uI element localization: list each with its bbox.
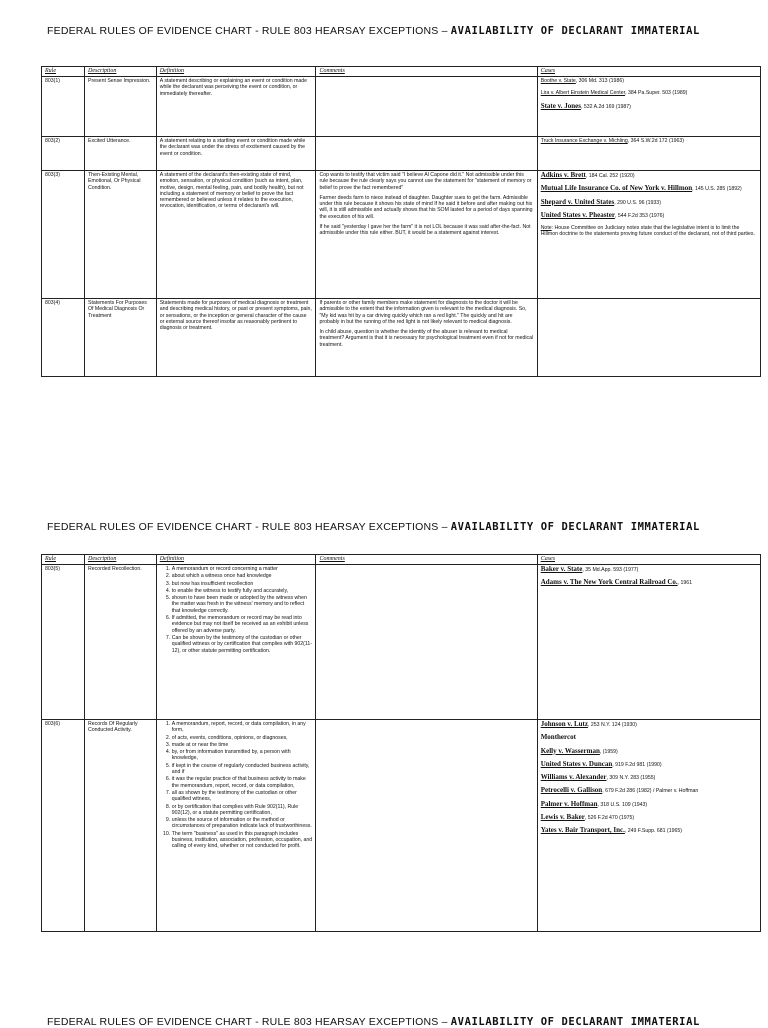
rule-cell: 803(6) bbox=[42, 720, 85, 932]
case-citation: Truck Insurance Exchange v. Michling, 364 S.W.2d 172 (1963) bbox=[540, 138, 684, 144]
case-citation: Baker v. State, 35 Md.App. 593 (1977) bbox=[540, 565, 639, 573]
hearsay-table-1 bbox=[41, 66, 761, 377]
chart-title-suffix: AVAILABILITY OF DECLARANT IMMATERIAL bbox=[450, 1016, 700, 1028]
cases-cell bbox=[537, 565, 760, 720]
description-cell: Records Of Regularly Conducted Activity. bbox=[85, 720, 157, 932]
definition-cell: A statement relating to a startling event or condition made while the declarant was under the stress of excitement caused by the event or condition. bbox=[156, 137, 316, 171]
table-row bbox=[42, 77, 761, 137]
cases-cell bbox=[537, 77, 760, 137]
definition-cell bbox=[156, 720, 316, 932]
chart-title-1 bbox=[47, 25, 700, 37]
col-description: Description bbox=[85, 555, 157, 565]
case-citation: Adkins v. Brett, 184 Cal. 252 (1920) bbox=[540, 171, 635, 179]
table-header-row bbox=[42, 555, 761, 565]
rule-cell: 803(3) bbox=[42, 171, 85, 299]
cases-cell bbox=[537, 171, 760, 299]
case-citation: Kelly v. Wasserman, (1959) bbox=[540, 746, 618, 755]
chart-title-prefix: FEDERAL RULES OF EVIDENCE CHART - RULE 803 HEARSAY EXCEPTIONS – bbox=[47, 1016, 451, 1028]
description-cell: Then-Existing Mental, Emotional, Or Physical Condition. bbox=[85, 171, 157, 299]
case-citation: United States v. Pheaster, 544 F.2d 353 (1976) bbox=[540, 210, 665, 219]
table-row bbox=[42, 565, 761, 720]
description-cell: Statements For Purposes Of Medical Diagnosis Or Treatment bbox=[85, 299, 157, 377]
case-citation: Lewis v. Baker, 526 F.2d 470 (1975) bbox=[540, 813, 635, 822]
table-row bbox=[42, 171, 761, 299]
definition-cell bbox=[156, 565, 316, 720]
hearsay-table-2 bbox=[41, 554, 761, 932]
case-citation: Palmer v. Hoffman, 318 U.S. 109 (1943) bbox=[540, 799, 648, 808]
case-citation: Adams v. The New York Central Railroad Co., 1961 bbox=[540, 578, 693, 587]
col-rule: Rule bbox=[42, 555, 85, 565]
case-citation: Yates v. Bair Transport, Inc., 249 F.Supp. 681 (1965) bbox=[540, 826, 682, 835]
case-note: Note: House Committee on Judiciary notes state that the legislative intent is to limit the Hillmon doctrine to the statements proving future conduct of the declarant, not of third parties. bbox=[540, 225, 755, 238]
chart-title-prefix: FEDERAL RULES OF EVIDENCE CHART - RULE 803 HEARSAY EXCEPTIONS – bbox=[47, 521, 451, 533]
comments-cell: If parents or other family members make statement for diagnosis to the doctor it will be admissible to the extent that the information given is relevant to the medical diagnosis. So, "My kid was hit by a car driving quickly which ran a red light." The quickly and hit are probably in but the running of the red light is not likely relevant to medical diagnosis. In child abuse, question is whether the identity of the abuser is relevant to medical treatment? Argument is that it is necessary for psychological treatment even if not for medical treatment. bbox=[316, 299, 537, 377]
case-citation: Lira v. Albert Einstein Medical Center, 384 Pa.Super. 503 (1989) bbox=[540, 90, 688, 97]
table-row bbox=[42, 720, 761, 932]
col-comments: Comments bbox=[316, 67, 537, 77]
comments-cell bbox=[316, 565, 537, 720]
case-citation: Williams v. Alexander, 309 N.Y. 283 (1955) bbox=[540, 773, 656, 782]
chart-title-suffix: AVAILABILITY OF DECLARANT IMMATERIAL bbox=[450, 521, 700, 533]
comments-cell: Cop wants to testify that victim said "I believe Al Capone did it." Not admissible under this rule because the rule clearly says you cannot use the statement for "statement of memory or belief to prove the fact remembered" Farmer deeds farm to niece instead of daughter. Daughter sues to get the farm. Admissible under this rule because it shows his state of mind If he said it before and after making out his will, it is still admissible and actually shows that his SOM lasted for a period of days spanning the execution of his will. If he said "yesterday I gave her the farm" it is not LOL because it was said after-the-fact. Not admissible under this rule either. BUT, it would be a statement against interest. bbox=[316, 171, 537, 299]
comments-cell bbox=[316, 720, 537, 932]
table-row bbox=[42, 299, 761, 377]
col-cases: Cases bbox=[537, 67, 760, 77]
chart-title-2 bbox=[47, 521, 700, 533]
rule-cell: 803(2) bbox=[42, 137, 85, 171]
comments-cell bbox=[316, 137, 537, 171]
rule-cell: 803(1) bbox=[42, 77, 85, 137]
definition-cell: A statement describing or explaining an event or condition made while the declarant was perceiving the event or condition, or immediately thereafter. bbox=[156, 77, 316, 137]
table-row bbox=[42, 137, 761, 171]
case-citation: State v. Jones, 532 A.2d 169 (1987) bbox=[540, 101, 631, 110]
definition-list: 1. A memorandum or record concerning a matter 2. about which a witness once had knowledge 3. but now has insufficient recollection 4. to enable the witness to testify fully and accurately, 5. shown to have been made or adopted by the witness when the matter was fresh in the witness' memory and to reflect that knowledge correctly. 6. If admitted, the memorandum or record may be read into evidence but may not itself be received as an exhibit unless offered by an adverse party. 7. Can be shown by the testimony of the custodian or other qualified witness or by certification that complies with 902(11-12), or other statute permitting certification. bbox=[160, 566, 313, 654]
col-comments: Comments bbox=[316, 555, 537, 565]
case-citation: Mutual Life Insurance Co. of New York v. Hillmon, 145 U.S. 285 (1892) bbox=[540, 184, 742, 193]
col-definition: Definition bbox=[156, 555, 316, 565]
col-description: Description bbox=[85, 67, 157, 77]
cases-cell bbox=[537, 299, 760, 377]
description-cell: Present Sense Impression. bbox=[85, 77, 157, 137]
description-cell: Recorded Recollection. bbox=[85, 565, 157, 720]
cases-cell bbox=[537, 720, 760, 932]
definition-cell: Statements made for purposes of medical diagnosis or treatment and describing medical history, or past or present symptoms, pain, or sensations, or the inception or general character of the cause or external source thereof insofar as reasonably pertinent to diagnosis or treatment. bbox=[156, 299, 316, 377]
table-header-row bbox=[42, 67, 761, 77]
case-citation: Johnson v. Lutz, 253 N.Y. 124 (1930) bbox=[540, 720, 637, 728]
cases-cell bbox=[537, 137, 760, 171]
col-definition: Definition bbox=[156, 67, 316, 77]
chart-title-3 bbox=[47, 1016, 700, 1028]
case-citation: Boothe v. State, 306 Md. 313 (1986) bbox=[540, 78, 624, 84]
comments-cell bbox=[316, 77, 537, 137]
col-rule: Rule bbox=[42, 67, 85, 77]
col-cases: Cases bbox=[537, 555, 760, 565]
case-citation: United States v. Duncan, 919 F.2d 981 (1990) bbox=[540, 759, 662, 768]
rule-cell: 803(5) bbox=[42, 565, 85, 720]
chart-title-suffix: AVAILABILITY OF DECLARANT IMMATERIAL bbox=[450, 25, 700, 37]
case-citation: Monthercot bbox=[540, 733, 576, 742]
case-citation: Petrocelli v. Gallison, 679 F.2d 286 (1982) / Palmer v. Hoffman bbox=[540, 786, 699, 795]
rule-cell: 803(4) bbox=[42, 299, 85, 377]
definition-cell: A statement of the declarant's then-existing state of mind, emotion, sensation, or physical condition (such as intent, plan, motive, design, mental feeling, pain, and bodily health), but not including a statement of memory or belief to prove the fact remembered or believed unless it relates to the execution, revocation, identification, or terms of declarant's will. bbox=[156, 171, 316, 299]
chart-title-prefix: FEDERAL RULES OF EVIDENCE CHART - RULE 803 HEARSAY EXCEPTIONS – bbox=[47, 25, 451, 37]
description-cell: Excited Utterance. bbox=[85, 137, 157, 171]
definition-list: 1. A memorandum, report, record, or data compilation, in any form, 2. of acts, events, conditions, opinions, or diagnoses, 3. made at or near the time 4. by, or from information transmitted by, a person with knowledge, 5. if kept in the course of regularly conducted business activity, and if 6. it was the regular practice of that business activity to make the memorandum, report, record, or data compilation, 7. all as shown by the testimony of the custodian or other qualified witness, 8. or by certification that complies with Rule 902(11), Rule 902(12), or a statute permitting certification, 9. unless the source of information or the method or circumstances of preparation indicate lack of trustworthiness. 10. The term "business" as used in this paragraph includes business, institution, association, profession, occupation, and calling of every kind, whether or not conducted for profit. bbox=[160, 721, 313, 850]
case-citation: Shepard v. United States, 290 U.S. 96 (1933) bbox=[540, 197, 661, 206]
